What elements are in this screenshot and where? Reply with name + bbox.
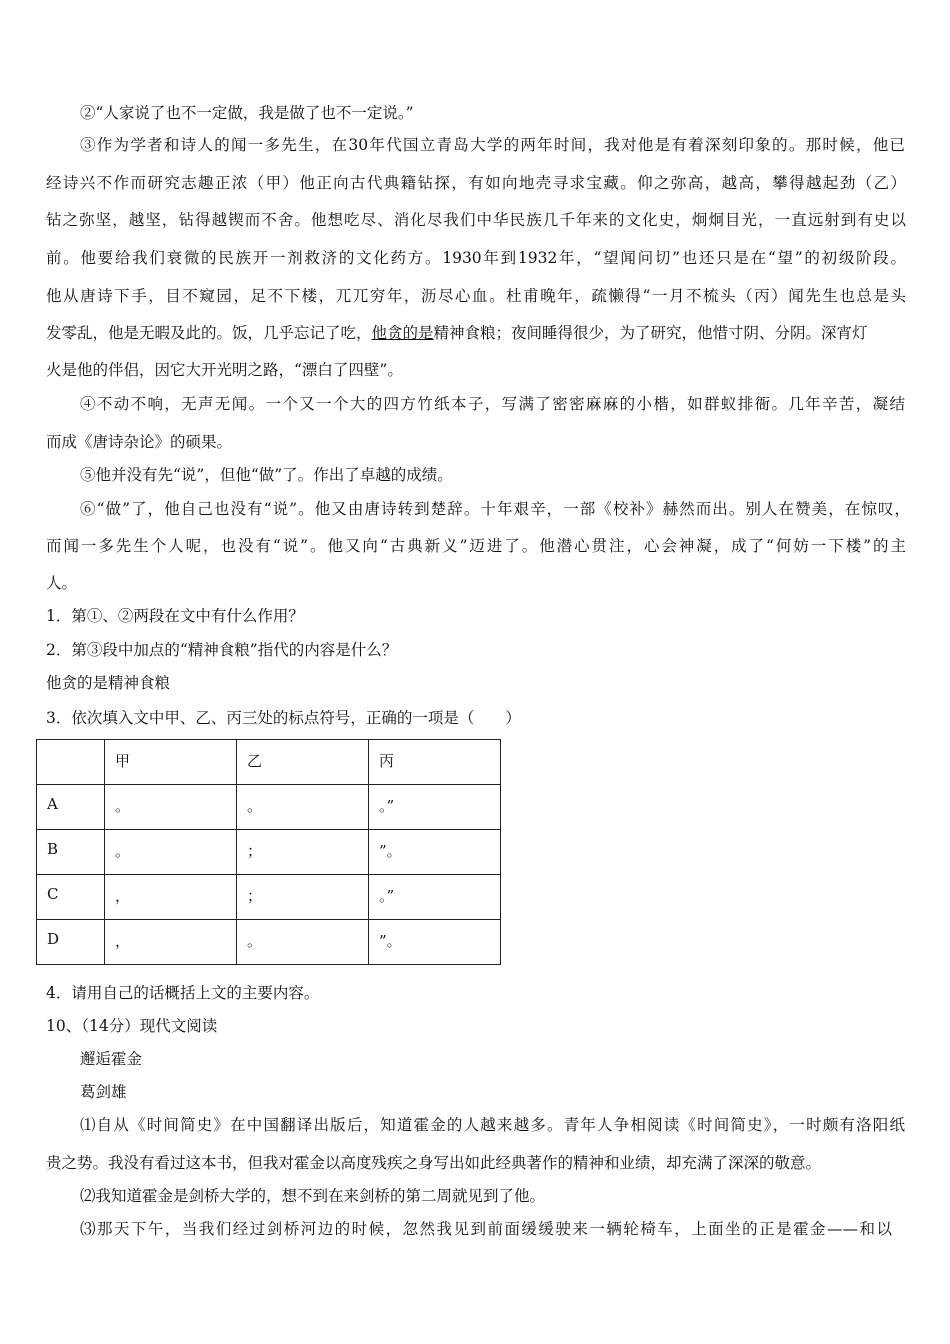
table-cell: 。	[237, 785, 369, 830]
section-10-paragraph-2: ⑵我知道霍金是剑桥大学的，想不到在来剑桥的第二周就见到了他。	[80, 1187, 546, 1205]
paragraph-5: ⑤他并没有先“说”，但他“做”了。作出了卓越的成绩。	[80, 466, 453, 484]
table-header-yi: 乙	[237, 740, 369, 785]
option-label: D	[37, 920, 105, 965]
option-label: C	[37, 875, 105, 920]
paragraph-6-line-2: 而闻一多先生个人呢，也没有“说”。他又向“古典新义”迈进了。他潜心贯注，心会神凝，成了“何妨一下楼”的主	[46, 537, 906, 555]
question-2-note: 他贪的是精神食粮	[46, 674, 171, 692]
table-header-jia: 甲	[105, 740, 237, 785]
table-header-row	[37, 740, 501, 785]
section-10-paragraph-3-line-1: ⑶那天下午，当我们经过剑桥河边的时候，忽然我见到前面缓缓驶来一辆轮椅车，上面坐的正是霍金——和以	[80, 1220, 892, 1238]
question-3: 3．依次填入文中甲、乙、丙三处的标点符号，正确的一项是（ ）	[46, 709, 521, 727]
table-cell: ；	[237, 875, 369, 920]
paragraph-3-line-1: ③作为学者和诗人的闻一多先生，在30年代国立青岛大学的两年时间，我对他是有着深刻印象的。那时候，他已	[80, 136, 905, 154]
table-cell: 。	[105, 785, 237, 830]
section-10-heading: 10、（14分）现代文阅读	[46, 1017, 218, 1035]
paragraph-3-line-4: 前。他要给我们衰微的民族开一剂救济的文化药方。1930年到1932年，“望闻问切”也还只是在“望”的初级阶段。	[46, 249, 906, 267]
table-cell: 。	[237, 920, 369, 965]
paragraph-4-line-2: 而成《唐诗杂论》的硕果。	[46, 433, 233, 451]
paragraph-6-line-3: 人。	[46, 574, 78, 592]
table-row	[37, 875, 501, 920]
paragraph-2: ②“人家说了也不一定做，我是做了也不一定说。”	[80, 104, 414, 122]
question-4: 4．请用自己的话概括上文的主要内容。	[46, 984, 320, 1002]
table-cell: 。”	[369, 785, 501, 830]
table-cell	[37, 740, 105, 785]
table-cell: ”。	[369, 830, 501, 875]
punctuation-options-table	[36, 739, 501, 965]
table-cell: 。	[105, 830, 237, 875]
line-6-text-b: 精神食粮；夜间睡得很少，为了研究，他惜寸阴、分阴。深宵灯	[433, 324, 868, 342]
table-cell: 。”	[369, 875, 501, 920]
table-header-bing: 丙	[369, 740, 501, 785]
section-10-paragraph-1-line-1: ⑴自从《时间简史》在中国翻译出版后，知道霍金的人越来越多。青年人争相阅读《时间简史》，一时颇有洛阳纸	[80, 1116, 905, 1134]
paragraph-3-line-5: 他从唐诗下手，目不窥园，足不下楼，兀兀穷年，沥尽心血。杜甫晚年，疏懒得“一月不梳头（丙）闻先生也总是头	[46, 287, 906, 305]
table-cell: ”。	[369, 920, 501, 965]
paragraph-3-line-3: 钻之弥坚，越坚，钻得越锲而不舍。他想吃尽、消化尽我们中华民族几千年来的文化史，炯炯目光，一直远射到有史以	[46, 211, 906, 229]
paragraph-4-line-1: ④不动不响，无声无闻。一个又一个大的四方竹纸本子，写满了密密麻麻的小楷，如群蚁排衙。几年辛苦，凝结	[80, 395, 905, 413]
table-cell: ，	[105, 875, 237, 920]
line-6-text-a: 发零乱，他是无暇及此的。饭，几乎忘记了吃，	[46, 324, 372, 342]
question-2: 2．第③段中加点的“精神食粮”指代的内容是什么？	[46, 641, 398, 659]
paragraph-6-line-1: ⑥“做”了，他自己也没有“说”。他又由唐诗转到楚辞。十年艰辛，一部《校补》赫然而出。别人在赞美，在惊叹，	[80, 500, 910, 518]
table-cell: ；	[237, 830, 369, 875]
underlined-phrase: 他贪的是	[371, 324, 434, 342]
article-author: 葛剑雄	[80, 1083, 127, 1101]
table-row	[37, 920, 501, 965]
paragraph-3-line-2: 经诗兴不作而研究志趣正浓（甲）他正向古代典籍钻探，有如向地壳寻求宝藏。仰之弥高，越高，攀得越起劲（乙）	[46, 174, 906, 192]
section-10-paragraph-1-line-2: 贵之势。我没有看过这本书，但我对霍金以高度残疾之身写出如此经典著作的精神和业绩，却充满了深深的敬意。	[46, 1154, 822, 1172]
paragraph-3-line-6	[46, 323, 906, 343]
paragraph-3-line-7: 火是他的伴侣，因它大开光明之路，“漂白了四壁”。	[46, 361, 403, 379]
table-row	[37, 830, 501, 875]
option-label: A	[37, 785, 105, 830]
article-title: 邂逅霍金	[80, 1050, 143, 1068]
option-label: B	[37, 830, 105, 875]
question-1: 1．第①、②两段在文中有什么作用？	[46, 607, 304, 625]
table-cell: ，	[105, 920, 237, 965]
table-row	[37, 785, 501, 830]
